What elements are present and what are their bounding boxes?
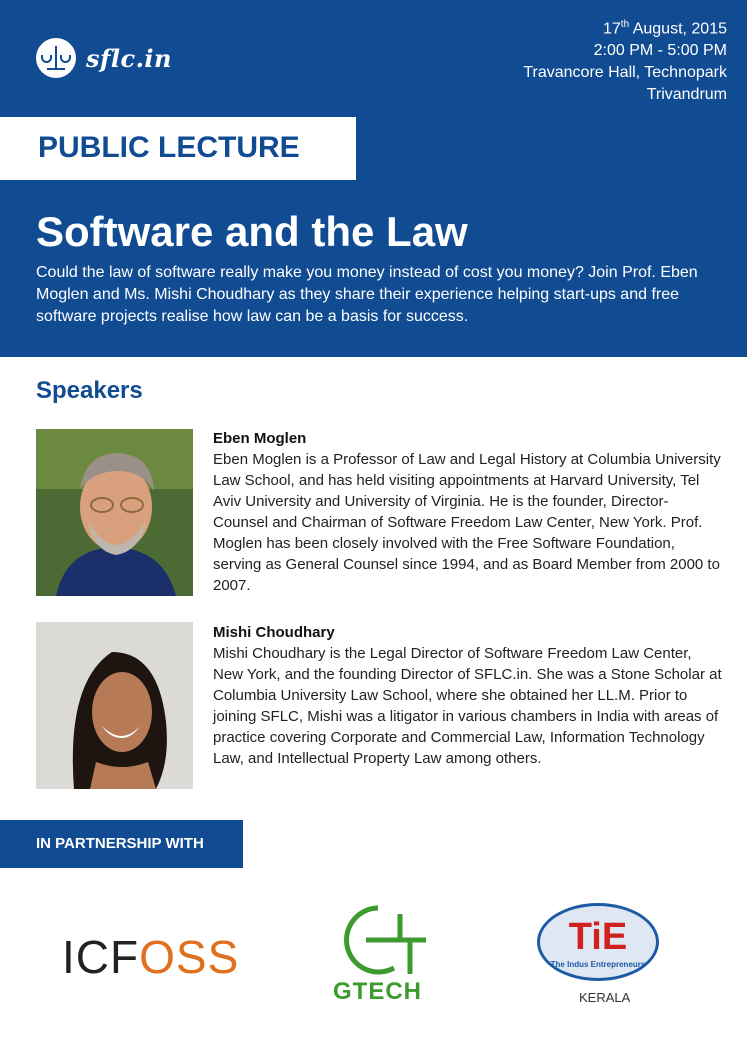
speakers-heading: Speakers bbox=[36, 377, 143, 404]
tie-kerala-label: KERALA bbox=[579, 990, 631, 1005]
event-info bbox=[523, 14, 727, 106]
public-lecture-badge bbox=[0, 117, 356, 180]
lecture-title: Software and the Law bbox=[36, 208, 468, 255]
badge-label: PUBLIC LECTURE bbox=[38, 131, 300, 164]
event-time: 2:00 PM - 5:00 PM bbox=[593, 42, 727, 60]
event-city: Trivandrum bbox=[646, 86, 727, 104]
scales-icon bbox=[36, 38, 76, 78]
speaker-name: Mishi Choudhary bbox=[213, 624, 335, 641]
speaker-eben-moglen bbox=[213, 428, 723, 596]
partnership-tab bbox=[0, 820, 243, 868]
logo-text: sflc.in bbox=[86, 43, 172, 73]
lecture-intro: Could the law of software really make you money instead of cost you money? Join Prof. Eben Moglen and Ms. Mishi Choudhary as they share their experience helping start-ups and free software projects realise how law can be a basis for success. bbox=[36, 264, 698, 325]
event-venue: Travancore Hall, Technopark bbox=[523, 64, 727, 82]
icfoss-logo: ICFOSS bbox=[62, 931, 240, 983]
eben-moglen-photo bbox=[36, 429, 193, 596]
speaker-mishi-choudhary bbox=[213, 622, 723, 769]
header-banner bbox=[0, 0, 747, 357]
speaker-bio: Eben Moglen is a Professor of Law and Legal History at Columbia University Law School, and has held visiting appointments at Harvard University, Tel Aviv University and University of Virginia. He is the founder, Director-Counsel and Chairman of Software Freedom Law Center, New York. Prof. Moglen has been closely involved with the Free Software Foundation, serving as General Counsel since 1994, and as Board Member from 2000 to 2007. bbox=[213, 451, 721, 594]
sflc-logo bbox=[36, 38, 172, 78]
event-date: 17th August, 2015 bbox=[603, 19, 727, 38]
partnership-heading: IN PARTNERSHIP WITH bbox=[36, 835, 204, 852]
speaker-name: Eben Moglen bbox=[213, 430, 307, 447]
tie-text: TiE bbox=[568, 916, 628, 958]
gtech-text: GTECH bbox=[333, 978, 422, 1005]
tie-subtitle: The Indus Entrepreneurs bbox=[550, 960, 646, 969]
mishi-choudhary-photo bbox=[36, 622, 193, 789]
tie-logo bbox=[537, 903, 659, 981]
speaker-bio: Mishi Choudhary is the Legal Director of Software Freedom Law Center, New York, and the founding Director of SFLC.in. She was a Stone Scholar at Columbia University Law School, where she obtained her LL.M. Prior to joining SFLC, Mishi was a litigator in various chambers in India with areas of practice covering Corporate and Commercial Law, Information Technology Law, and Intellectual Property Law among others. bbox=[213, 645, 722, 767]
